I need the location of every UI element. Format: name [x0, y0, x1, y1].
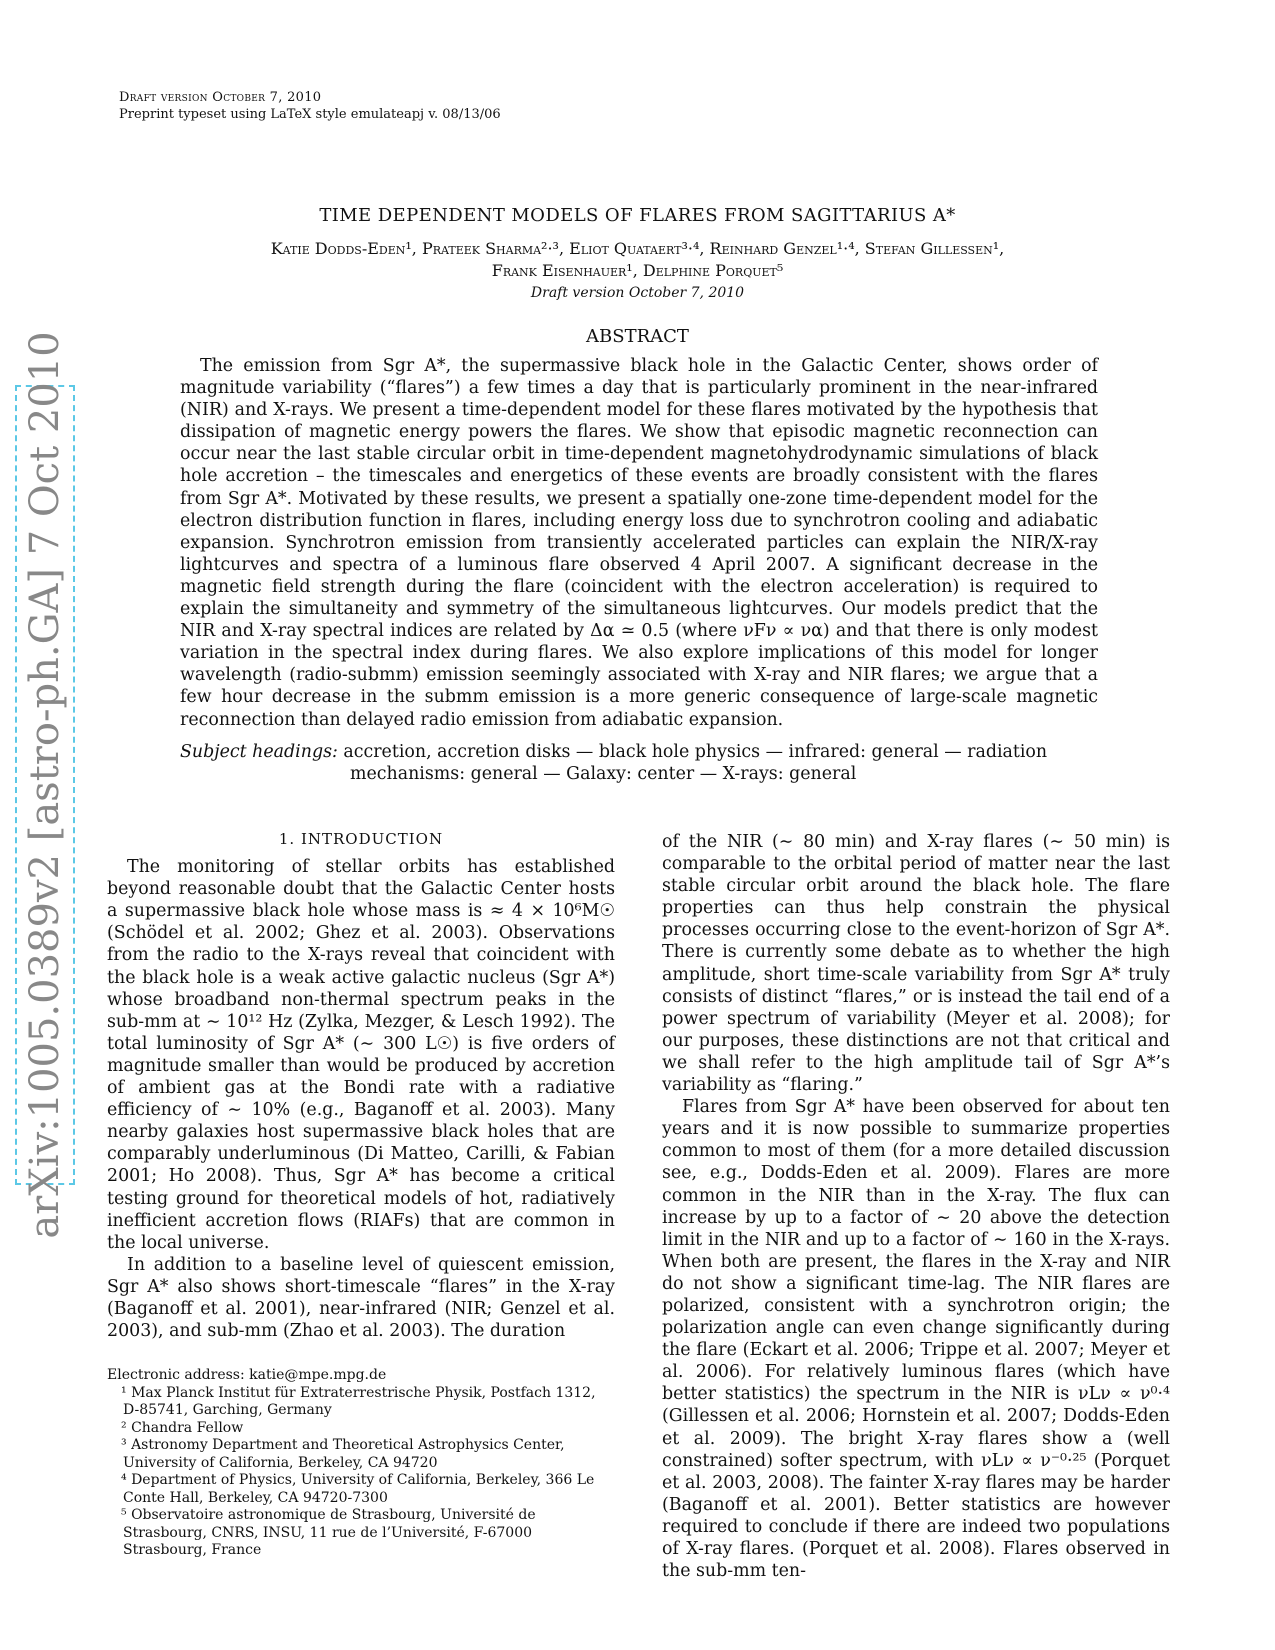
abstract-heading: ABSTRACT	[586, 326, 689, 347]
footnote-5: ⁵ Observatoire astronomique de Strasbourg, Université de Strasbourg, CNRS, INSU, 11 rue de l’Université, F-67000 Strasbourg, France	[121, 1507, 536, 1558]
arxiv-stamp[interactable]	[15, 331, 75, 1239]
paper-title: TIME DEPENDENT MODELS OF FLARES FROM SAGITTARIUS A*	[319, 205, 956, 226]
footnote-email: Electronic address: katie@mpe.mpg.de	[107, 1367, 387, 1383]
author-list	[0, 238, 1275, 282]
arxiv-identifier[interactable]: arXiv:1005.0389v2 [astro-ph.GA] 7 Oct 2010	[22, 331, 68, 1239]
running-header	[119, 89, 501, 123]
footnotes	[107, 1367, 615, 1560]
authors-line-1: Katie Dodds-Eden¹, Prateek Sharma²·³, Eliot Quataert³·⁴, Reinhard Genzel¹·⁴, Stefan Gillessen¹,	[270, 239, 1005, 258]
subject-headings-line-1: accretion, accretion disks — black hole physics — infrared: general — radiation	[343, 742, 1048, 762]
intro-paragraph-2: In addition to a baseline level of quiescent emission, Sgr A* also shows short-timescale “flares” in the X-ray (Baganoff et al. 2001), near-infrared (NIR; Genzel et al. 2003), and sub-mm (Zhao et al. 2003). The duration	[107, 1254, 615, 1342]
footnote-3: ³ Astronomy Department and Theoretical Astrophysics Center, University of California, Berkeley, CA 94720	[121, 1437, 565, 1471]
draft-subtitle: Draft version October 7, 2010	[530, 285, 745, 301]
abstract-body: The emission from Sgr A*, the supermassive black hole in the Galactic Center, shows order of magnitude variability (“flares”) a few times a day that is particularly prominent in the near-infrared (NIR) and X-rays. We present a time-dependent model for these flares motivated by the hypothesis that dissipation of magnetic energy powers the flares. We show that episodic magnetic reconnection can occur near the last stable circular orbit in time-dependent magnetohydrodynamic simulations of black hole accretion – the timescales and energetics of these events are broadly consistent with the flares from Sgr A*. Motivated by these results, we present a spatially one-zone time-dependent model for the electron distribution function in flares, including energy loss due to synchrotron cooling and adiabatic expansion. Synchrotron emission from transiently accelerated particles can explain the NIR/X-ray lightcurves and spectra of a luminous flare observed 4 April 2007. A significant decrease in the magnetic field strength during the flare (coincident with the electron acceleration) is required to explain the simultaneity and symmetry of the simultaneous lightcurves. Our models predict that the NIR and X-ray spectral indices are related by Δα ≃ 0.5 (where νFν ∝ να) and that there is only modest variation in the spectral index during flares. We also explore implications of this model for longer wavelength (radio-submm) emission seemingly associated with X-ray and NIR flares; we argue that a few hour decrease in the submm emission is a more generic consequence of large-scale magnetic reconnection than delayed radio emission from adiabatic expansion.	[180, 356, 1098, 730]
authors-line-2: Frank Eisenhauer¹, Delphine Porquet⁵	[491, 261, 784, 280]
section-heading-introduction: 1. INTRODUCTION	[278, 830, 444, 848]
footnote-4: ⁴ Department of Physics, University of California, Berkeley, 366 Le Conte Hall, Berkeley, CA 94720-7300	[121, 1472, 595, 1506]
intro-paragraph-3: Flares from Sgr A* have been observed for about ten years and it is now possible to summarize properties common to most of them (for a more detailed discussion see, e.g., Dodds-Eden et al. 2009). Flares are more common in the NIR than in the X-ray. The flux can increase by up to a factor of ∼ 20 above the detection limit in the NIR and up to a factor of ∼ 160 in the X-rays. When both are present, the flares in the X-ray and NIR do not show a significant time-lag. The NIR flares are polarized, consistent with a synchrotron origin; the polarization angle can even change significantly during the flare (Eckart et al. 2006; Trippe et al. 2007; Meyer et al. 2006). For relatively luminous flares (which have better statistics) the spectrum in the NIR is νLν ∝ ν⁰·⁴ (Gillessen et al. 2006; Hornstein et al. 2007; Dodds-Eden et al. 2009). The bright X-ray flares show a (well constrained) softer spectrum, with νLν ∝ ν⁻⁰·²⁵ (Porquet et al. 2003, 2008). The fainter X-ray flares may be harder (Baganoff et al. 2001). Better statistics are however required to conclude if there are indeed two populations of X-ray flares. (Porquet et al. 2008). Flares observed in the sub-mm ten-	[662, 1097, 1170, 1582]
footnote-2: ² Chandra Fellow	[121, 1419, 244, 1436]
right-column	[662, 831, 1170, 1582]
left-column	[107, 828, 615, 1342]
footnote-1: ¹ Max Planck Institut für Extraterrestrische Physik, Postfach 1312, D-85741, Garching, Germany	[121, 1384, 596, 1418]
intro-paragraph-2-continued: of the NIR (∼ 80 min) and X-ray flares (∼ 50 min) is comparable to the orbital period of matter near the last stable circular orbit around the black hole. The flare properties can thus help constrain the physical processes occurring close to the event-horizon of Sgr A*. There is currently some debate as to whether the high amplitude, short time-scale variability from Sgr A* truly consists of distinct “flares,” or is instead the tail end of a power spectrum of variability (Meyer et al. 2008); for our purposes, these distinctions are not that critical and we shall refer to the high amplitude tail of Sgr A*’s variability as “flaring.”	[662, 832, 1170, 1096]
subject-headings-label: Subject headings:	[180, 742, 338, 762]
draft-version-line: Draft version October 7, 2010	[119, 90, 322, 105]
preprint-line: Preprint typeset using LaTeX style emulateapj v. 08/13/06	[119, 107, 501, 122]
intro-paragraph-1: The monitoring of stellar orbits has established beyond reasonable doubt that the Galactic Center hosts a supermassive black hole whose mass is ≈ 4 × 10⁶M☉ (Schödel et al. 2002; Ghez et al. 2003). Observations from the radio to the X-rays reveal that coincident with the black hole is a weak active galactic nucleus (Sgr A*) whose broadband non-thermal spectrum peaks in the sub-mm at ∼ 10¹² Hz (Zylka, Mezger, & Lesch 1992). The total luminosity of Sgr A* (∼ 300 L☉) is five orders of magnitude smaller than would be produced by accretion of ambient gas at the Bondi rate with a radiative efficiency of ∼ 10% (e.g., Baganoff et al. 2003). Many nearby galaxies host supermassive black holes that are comparably underluminous (Di Matteo, Carilli, & Fabian 2001; Ho 2008). Thus, Sgr A* has become a critical testing ground for theoretical models of hot, radiatively inefficient accretion flows (RIAFs) that are common in the local universe.	[107, 857, 615, 1253]
subject-headings	[180, 741, 1098, 785]
subject-headings-line-2: mechanisms: general — Galaxy: center — X-rays: general	[350, 764, 857, 784]
